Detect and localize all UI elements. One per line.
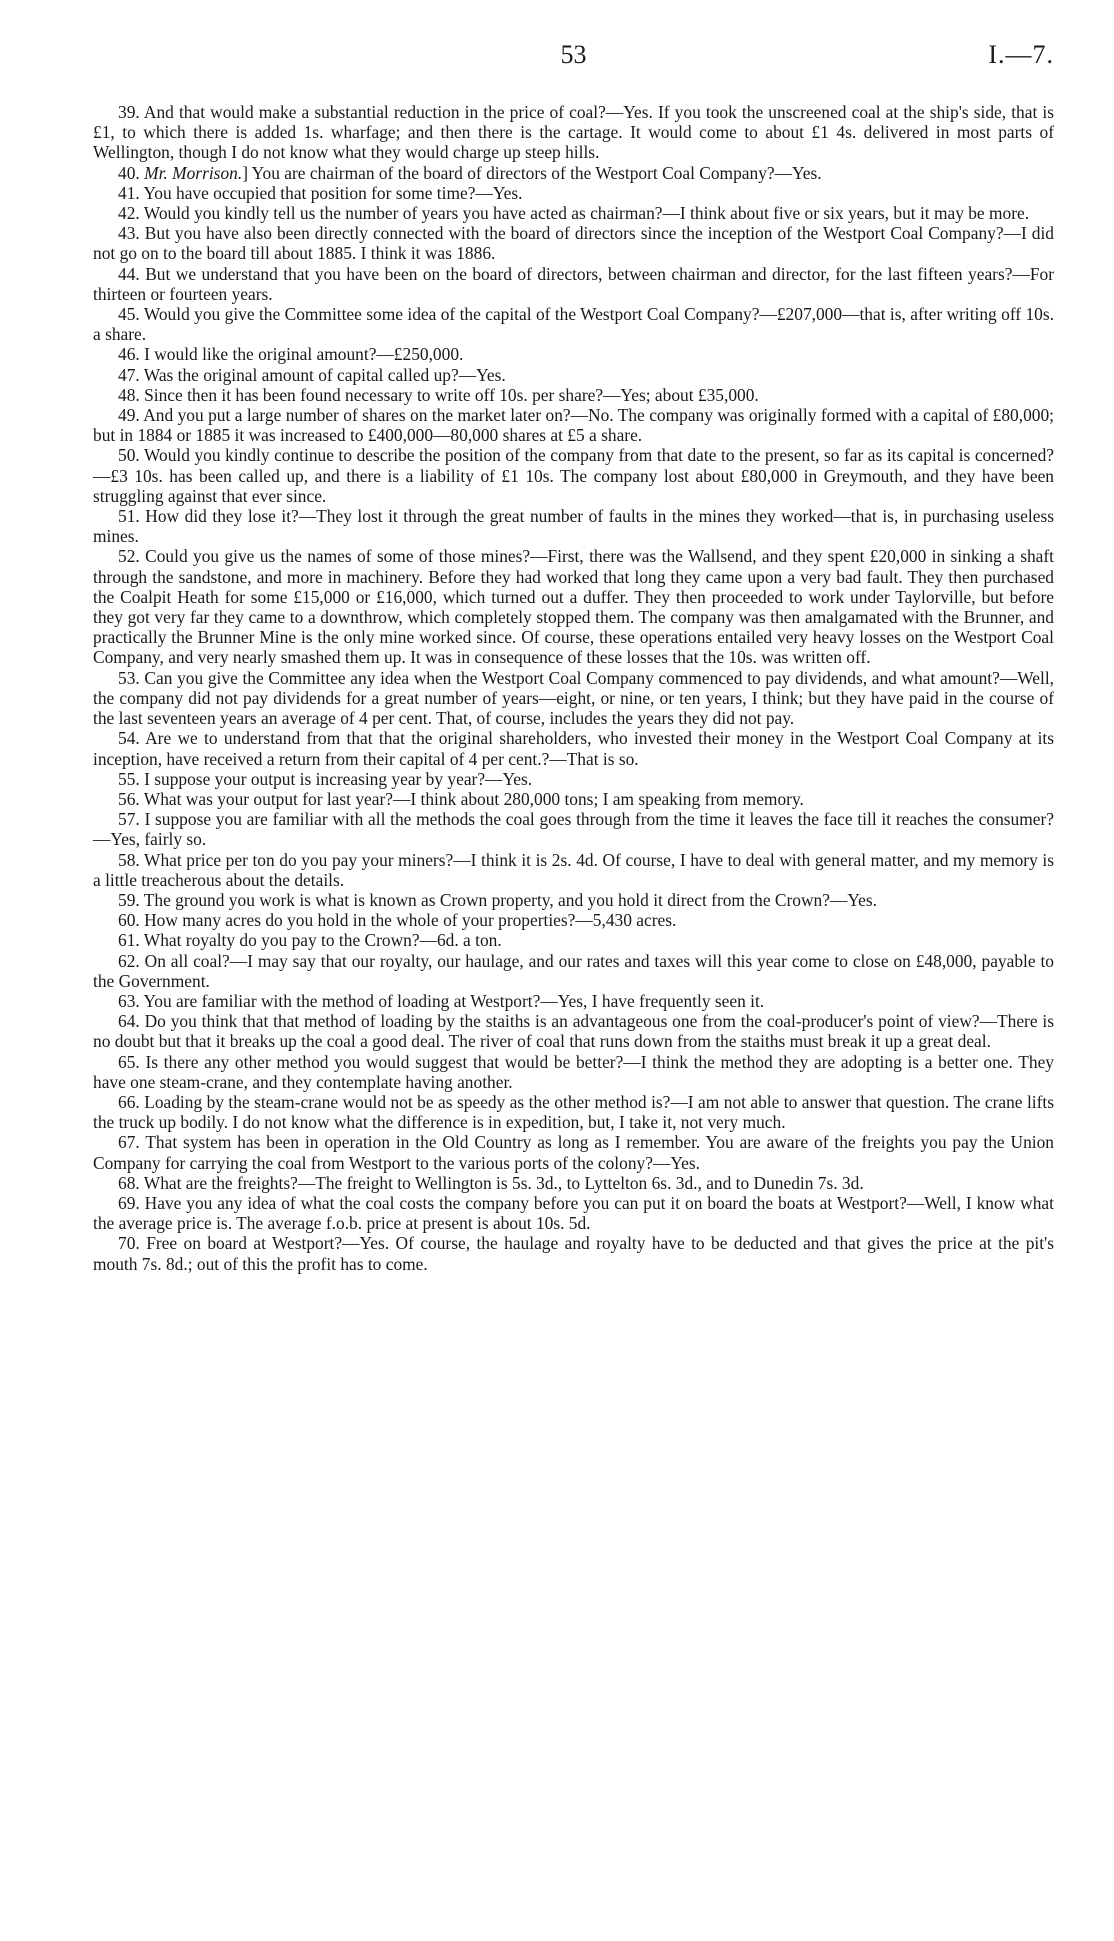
- question-paragraph: [93, 1092, 1054, 1132]
- question-paragraph: [93, 890, 1054, 910]
- question-text: You have occupied that position for some time?—Yes.: [143, 182, 523, 203]
- question-text: Would you kindly tell us the number of years you have acted as chairman?—I think about five or six years, but it may be more.: [143, 203, 1030, 224]
- question-paragraph: [93, 445, 1054, 506]
- question-number: 56.: [118, 788, 140, 809]
- question-number: 55.: [118, 768, 140, 789]
- question-number: 66.: [118, 1091, 140, 1112]
- question-number: 45.: [118, 304, 140, 325]
- question-paragraph: [93, 506, 1054, 546]
- question-paragraph: [93, 930, 1054, 950]
- question-number: 39.: [118, 102, 140, 122]
- page-number: 53: [560, 40, 587, 69]
- question-number: 67.: [118, 1132, 140, 1153]
- question-number: 44.: [118, 263, 140, 284]
- speaker-name: Mr. Morrison.: [144, 162, 243, 183]
- question-paragraph: [93, 1052, 1054, 1092]
- question-paragraph: [93, 1233, 1054, 1273]
- question-text: On all coal?—I may say that our royalty, our haulage, and our rates and taxes will this year come to close on £48,000, payable to the Government.: [93, 950, 1054, 991]
- question-text: But we understand that you have been on the board of directors, between chairman and director, for the last fifteen years?—For thirteen or fourteen years.: [93, 263, 1054, 304]
- question-text: Could you give us the names of some of those mines?—First, there was the Wallsend, and they spent £20,000 in sinking a shaft through the sandstone, and more in machinery. Before they had worked that long they came upon a very bad fault. They then purchased the Coalpit Heath for some £15,000 or £16,000, which turned out a duffer. They then proceeded to work under Taylorville, but before they got very far they came to a downthrow, which completely stopped them. The company was then amalgamated with the Brunner, and practically the Brunner Mine is the only mine worked since. Of course, these operations entailed very heavy losses on the Westport Coal Company, and very nearly smashed them up. It was in consequence of these losses that the 10s. was written off.: [93, 546, 1054, 668]
- question-number: 50.: [118, 445, 140, 466]
- question-paragraph: [93, 223, 1054, 263]
- question-text: I would like the original amount?—£250,000.: [144, 344, 464, 365]
- question-paragraph: [93, 789, 1054, 809]
- question-number: 61.: [118, 930, 140, 951]
- question-paragraph: [93, 203, 1054, 223]
- question-paragraph: [93, 769, 1054, 789]
- question-number: 64.: [118, 1011, 140, 1032]
- question-paragraph: [93, 405, 1054, 445]
- question-paragraph: [93, 1193, 1054, 1233]
- document-reference: I.—7.: [988, 40, 1054, 69]
- question-number: 63.: [118, 990, 140, 1011]
- question-paragraph: [93, 304, 1054, 344]
- question-text: Are we to understand from that that the original shareholders, who invested their money in the Westport Coal Company at its inception, have received a return from their capital of 4 per cent.?—That is so.: [93, 728, 1054, 769]
- question-paragraph: [93, 1132, 1054, 1172]
- page-header: [93, 40, 1054, 84]
- question-text: Since then it has been found necessary to write off 10s. per share?—Yes; about £35,000.: [144, 384, 759, 405]
- question-text: But you have also been directly connected with the board of directors since the inception of the Westport Coal Company?—I did not go on to the board till about 1885. I think it was 1886.: [93, 223, 1054, 264]
- question-text: What royalty do you pay to the Crown?—6d. a ton.: [143, 930, 502, 951]
- question-text: And that would make a substantial reduction in the price of coal?—Yes. If you took the unscreened coal at the ship's side, that is £1, to which there is added 1s. wharfage; and then there is the cartage. It would come to about £1 4s. delivered in most parts of Wellington, though I do not know what they would charge up steep hills.: [93, 102, 1054, 163]
- question-paragraph: [93, 183, 1054, 203]
- question-paragraph: [93, 385, 1054, 405]
- question-number: 51.: [118, 506, 140, 527]
- question-text: How many acres do you hold in the whole of your properties?—5,430 acres.: [144, 910, 677, 931]
- question-number: 62.: [118, 950, 140, 971]
- question-paragraph: [93, 264, 1054, 304]
- question-number: 47.: [118, 364, 140, 385]
- question-text: Do you think that that method of loading by the staiths is an advantageous one from the coal-producer's point of view?—There is no doubt but that it breaks up the coal a good deal. The river of coal that runs down from the staiths must break it up a great deal.: [93, 1011, 1054, 1052]
- question-number: 65.: [118, 1051, 140, 1072]
- question-number: 54.: [118, 728, 140, 749]
- question-paragraph: [93, 546, 1054, 667]
- question-paragraph: [93, 991, 1054, 1011]
- question-paragraph: [93, 951, 1054, 991]
- question-number: 68.: [118, 1172, 140, 1193]
- question-text: What was your output for last year?—I think about 280,000 tons; I am speaking from memory.: [143, 788, 804, 809]
- question-text: Have you any idea of what the coal costs the company before you can put it on board the boats at Westport?—Well, I know what the average price is. The average f.o.b. price at present is about 10s. 5d.: [93, 1192, 1054, 1234]
- question-number: 46.: [118, 344, 140, 365]
- question-paragraph: [93, 728, 1054, 768]
- question-number: 69.: [118, 1192, 140, 1213]
- question-text: Is there any other method you would suggest that would be better?—I think the method they are adopting is a better one. They have one steam-crane, and they contemplate having another.: [93, 1051, 1054, 1092]
- question-text: ] You are chairman of the board of directors of the Westport Coal Company?—Yes.: [242, 162, 822, 183]
- question-text: Would you kindly continue to describe the position of the company from that date to the present, so far as its capital is concerned?—£3 10s. has been called up, and there is a liability of £1 10s. The company lost about £80,000 in Greymouth, and they have been struggling against that ever since.: [93, 445, 1054, 506]
- question-number: 41.: [118, 182, 140, 203]
- question-number: 60.: [118, 910, 140, 931]
- question-number: 57.: [118, 809, 140, 830]
- question-paragraph: [93, 1011, 1054, 1051]
- question-text: And you put a large number of shares on the market later on?—No. The company was originally formed with a capital of £80,000; but in 1884 or 1885 it was increased to £400,000—80,000 shares at £5 a share.: [93, 405, 1054, 446]
- question-paragraph: [93, 668, 1054, 729]
- question-text: How did they lose it?—They lost it through the great number of faults in the mines they worked—that is, in purchasing useless mines.: [93, 506, 1054, 547]
- question-number: 43.: [118, 223, 140, 244]
- question-number: 70.: [118, 1233, 140, 1254]
- question-paragraph: [93, 163, 1054, 183]
- question-text: You are familiar with the method of loading at Westport?—Yes, I have frequently seen it.: [143, 990, 765, 1011]
- evidence-text: [93, 102, 1054, 1274]
- question-text: I suppose your output is increasing year by year?—Yes.: [144, 768, 533, 789]
- question-text: What are the freights?—The freight to Wellington is 5s. 3d., to Lyttelton 6s. 3d., and to Dunedin 7s. 3d.: [143, 1172, 864, 1193]
- question-text: Was the original amount of capital called up?—Yes.: [143, 364, 506, 385]
- question-paragraph: [93, 102, 1054, 163]
- question-text: Loading by the steam-crane would not be as speedy as the other method is?—I am not able to answer that question. The crane lifts the truck up bodily. I do not know what the difference is in expedition, but, I take it, not very much.: [93, 1091, 1054, 1133]
- question-number: 42.: [118, 203, 140, 224]
- question-text: I suppose you are familiar with all the methods the coal goes through from the time it leaves the face till it reaches the consumer?—Yes, fairly so.: [93, 809, 1054, 850]
- question-text: Can you give the Committee any idea when the Westport Coal Company commenced to pay dividends, and what amount?—Well, the company did not pay dividends for a great number of years—eight, or nine, or ten years, I think; but they have paid in the course of the last seventeen years an average of 4 per cent. That, of course, includes the years they did not pay.: [93, 667, 1054, 729]
- question-number: 48.: [118, 384, 140, 405]
- question-text: Free on board at Westport?—Yes. Of course, the haulage and royalty have to be deducted and that gives the price at the pit's mouth 7s. 8d.; out of this the profit has to come.: [93, 1233, 1054, 1274]
- question-number: 53.: [118, 667, 140, 688]
- question-text: Would you give the Committee some idea of the capital of the Westport Coal Company?—£207,000—that is, after writing off 10s. a share.: [93, 304, 1054, 345]
- question-paragraph: [93, 344, 1054, 364]
- question-number: 52.: [118, 546, 140, 567]
- question-number: 49.: [118, 405, 140, 426]
- question-paragraph: [93, 850, 1054, 890]
- question-number: 59.: [118, 889, 140, 910]
- question-text: That system has been in operation in the Old Country as long as I remember. You are aware of the freights you pay the Union Company for carrying the coal from Westport to the various ports of the colony?—Yes.: [93, 1132, 1054, 1173]
- question-text: The ground you work is what is known as Crown property, and you hold it direct from the Crown?—Yes.: [143, 889, 878, 910]
- question-text: What price per ton do you pay your miners?—I think it is 2s. 4d. Of course, I have to deal with general matter, and my memory is a little treacherous about the details.: [93, 849, 1054, 890]
- question-number: 40.: [118, 162, 140, 183]
- question-paragraph: [93, 1173, 1054, 1193]
- question-paragraph: [93, 365, 1054, 385]
- question-paragraph: [93, 809, 1054, 849]
- question-paragraph: [93, 910, 1054, 930]
- question-number: 58.: [118, 849, 140, 870]
